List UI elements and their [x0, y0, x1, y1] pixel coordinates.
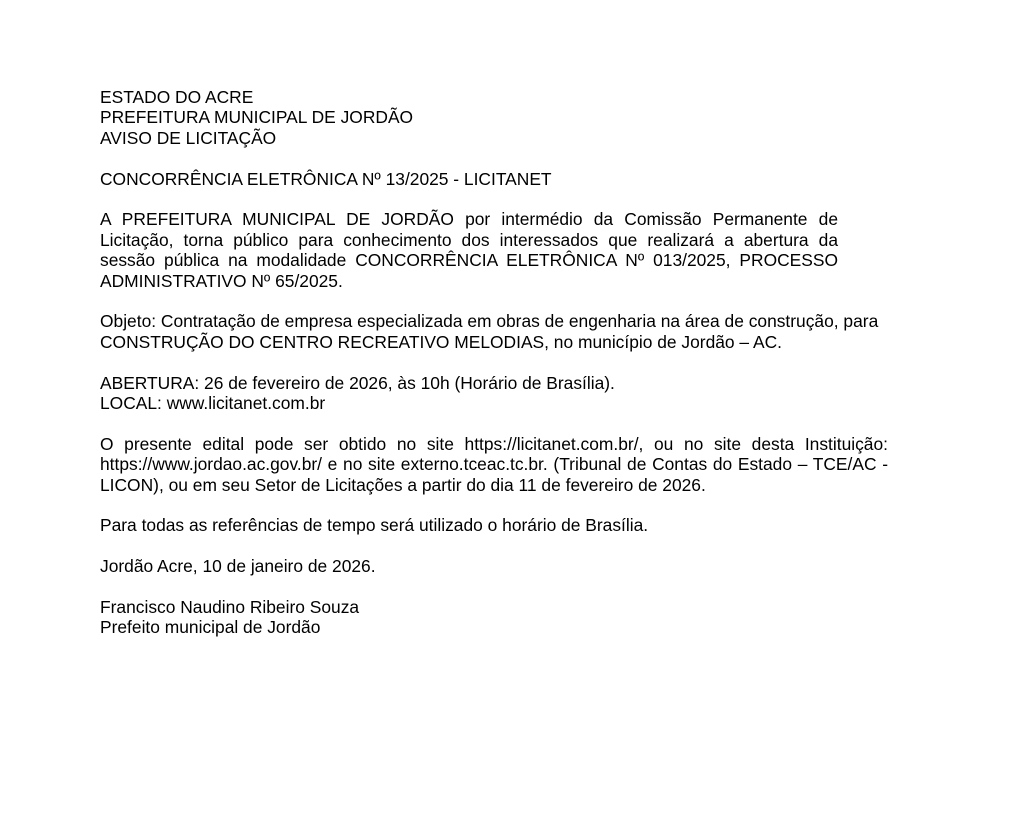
signature-role: Prefeito municipal de Jordão — [100, 617, 321, 638]
document-page — [100, 87, 888, 638]
opening-location-block — [100, 373, 888, 414]
time-reference: Para todas as referências de tempo será utilizado o horário de Brasília. — [100, 515, 649, 536]
object-paragraph: Objeto: Contratação de empresa especializada em obras de engenharia na área de construção, para CONSTRUÇÃO DO CENTRO RECREATIVO MELODIAS, no município de Jordão – AC. — [100, 311, 879, 352]
notice-title: AVISO DE LICITAÇÃO — [100, 127, 277, 148]
place-date: Jordão Acre, 10 de janeiro de 2026. — [100, 556, 376, 577]
signature-name: Francisco Naudino Ribeiro Souza — [100, 597, 360, 618]
opening-date: ABERTURA: 26 de fevereiro de 2026, às 10h (Horário de Brasília). — [100, 372, 615, 393]
place-date-block — [100, 556, 888, 576]
tender-title: CONCORRÊNCIA ELETRÔNICA Nº 13/2025 - LICITANET — [100, 168, 552, 189]
signature-block — [100, 597, 888, 638]
tender-title-block — [100, 169, 888, 189]
edital-paragraph: O presente edital pode ser obtido no site https://licitanet.com.br/, ou no site desta Instituição: https://www.jordao.ac.gov.br/ e no site externo.tceac.tc.br. (Tribunal de Contas do Estado – TCE/AC - LICON), ou em seu Setor de Licitações a partir do dia 11 de fevereiro de 2026. — [100, 433, 888, 495]
intro-paragraph: A PREFEITURA MUNICIPAL DE JORDÃO por intermédio da Comissão Permanente de Licitação, torna público para conhecimento dos interessados que realizará a abertura da sessão pública na modalidade CONCORRÊNCIA ELETRÔNICA Nº 013/2025, PROCESSO ADMINISTRATIVO Nº 65/2025. — [100, 209, 838, 291]
location-site: LOCAL: www.licitanet.com.br — [100, 393, 326, 414]
document-header — [100, 87, 888, 148]
state-name: ESTADO DO ACRE — [100, 87, 254, 107]
time-reference-block — [100, 515, 888, 535]
prefecture-name: PREFEITURA MUNICIPAL DE JORDÃO — [100, 107, 414, 128]
